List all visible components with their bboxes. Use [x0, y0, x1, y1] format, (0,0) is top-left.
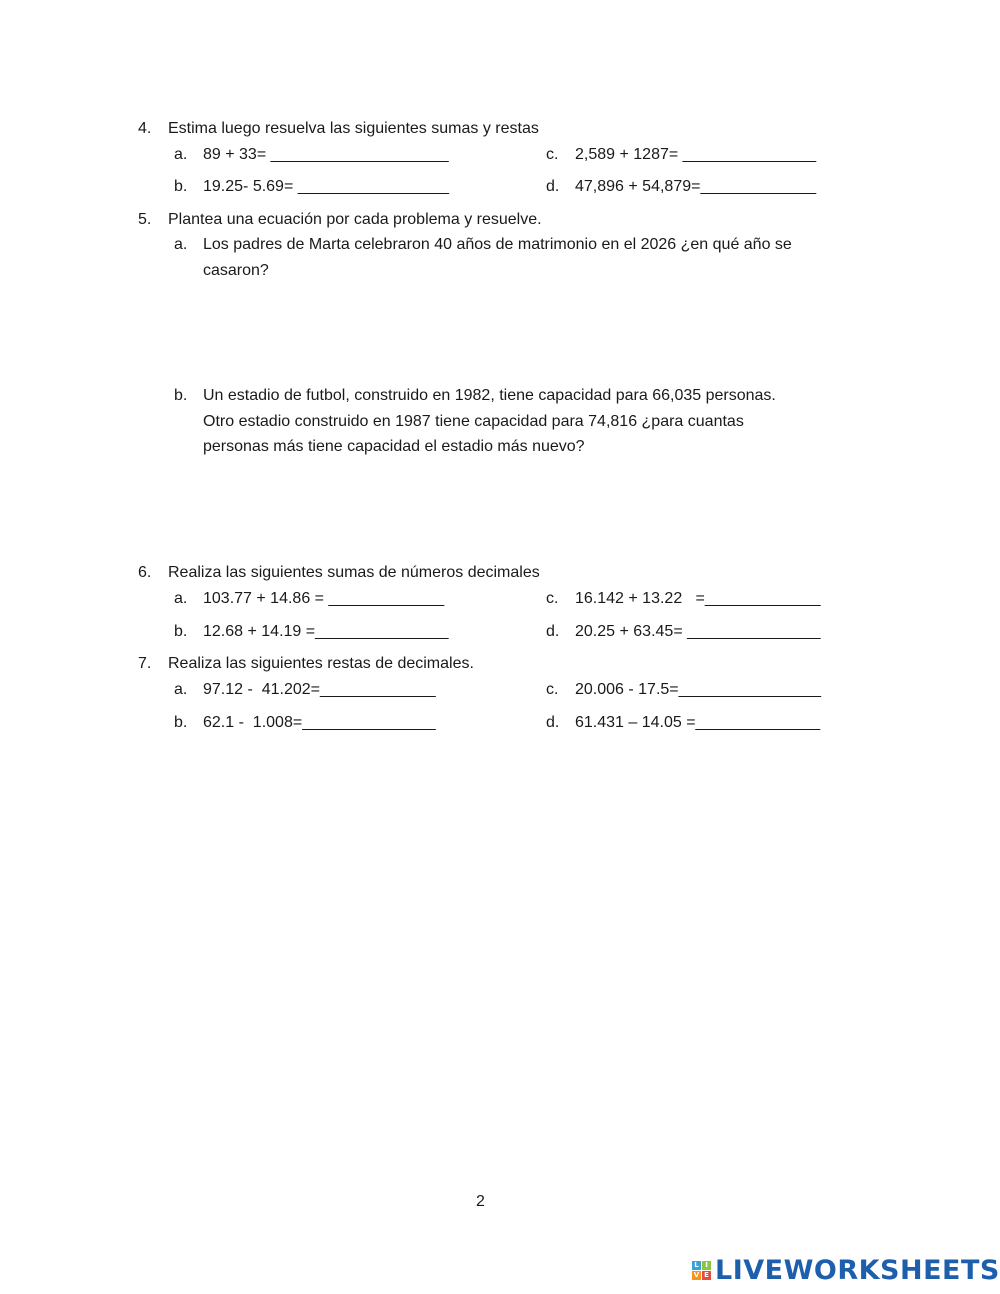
question-5-number: 5. [138, 211, 152, 228]
q5-item-a-line-2: casaron? [203, 262, 269, 279]
q6-item-a-exercise[interactable]: 103.77 + 14.86 = _____________ [203, 590, 445, 607]
logo-mark-tile: I [702, 1261, 711, 1270]
q5-item-b-line-2: Otro estadio construido en 1987 tiene capacidad para 74,816 ¿para cuantas [203, 413, 744, 430]
liveworksheets-logo [692, 1255, 1000, 1285]
logo-mark-icon [692, 1261, 711, 1280]
q6-item-b-exercise[interactable]: 12.68 + 14.19 =_______________ [203, 623, 449, 640]
question-6-number: 6. [138, 564, 152, 581]
q7-item-c-exercise[interactable]: 20.006 - 17.5=________________ [575, 681, 822, 698]
logo-mark-tile: L [692, 1261, 701, 1270]
q6-item-c-exercise[interactable]: 16.142 + 13.22 =_____________ [575, 590, 821, 607]
q4-item-c-exercise[interactable]: 2,589 + 1287= _______________ [575, 146, 817, 163]
question-7-prompt: Realiza las siguientes restas de decimales. [168, 655, 474, 672]
question-6-prompt: Realiza las siguientes sumas de números decimales [168, 564, 540, 581]
q7-item-b-exercise[interactable]: 62.1 - 1.008=_______________ [203, 714, 436, 731]
q5-item-b-letter: b. [174, 387, 188, 404]
logo-text: LIVEWORKSHEETS [715, 1254, 1000, 1286]
q4-item-d-letter: d. [546, 178, 560, 195]
q7-item-d-exercise[interactable]: 61.431 – 14.05 =______________ [575, 714, 821, 731]
q6-item-d-letter: d. [546, 623, 560, 640]
q4-item-a-exercise[interactable]: 89 + 33= ____________________ [203, 146, 449, 163]
q7-item-d-letter: d. [546, 714, 560, 731]
q5-item-a-letter: a. [174, 236, 188, 253]
q7-item-b-letter: b. [174, 714, 188, 731]
q6-item-b-letter: b. [174, 623, 188, 640]
q5-item-b-line-1: Un estadio de futbol, construido en 1982, tiene capacidad para 66,035 personas. [203, 387, 776, 404]
q4-item-d-exercise[interactable]: 47,896 + 54,879=_____________ [575, 178, 817, 195]
q4-item-a-letter: a. [174, 146, 188, 163]
question-7-number: 7. [138, 655, 152, 672]
q5-item-b-line-3: personas más tiene capacidad el estadio más nuevo? [203, 438, 585, 455]
q4-item-b-letter: b. [174, 178, 188, 195]
q6-item-d-exercise[interactable]: 20.25 + 63.45= _______________ [575, 623, 821, 640]
logo-mark-tile: E [702, 1271, 711, 1280]
q7-item-a-exercise[interactable]: 97.12 - 41.202=_____________ [203, 681, 436, 698]
q4-item-c-letter: c. [546, 146, 559, 163]
q7-item-c-letter: c. [546, 681, 559, 698]
q7-item-a-letter: a. [174, 681, 188, 698]
question-4-prompt: Estima luego resuelva las siguientes sumas y restas [168, 120, 539, 137]
question-4-number: 4. [138, 120, 152, 137]
logo-mark-tile: V [693, 1270, 700, 1279]
q5-item-a-line-1: Los padres de Marta celebraron 40 años de matrimonio en el 2026 ¿en qué año se [203, 236, 792, 253]
page-number: 2 [476, 1193, 485, 1210]
q6-item-a-letter: a. [174, 590, 188, 607]
q4-item-b-exercise[interactable]: 19.25- 5.69= _________________ [203, 178, 450, 195]
q6-item-c-letter: c. [546, 590, 559, 607]
question-5-prompt: Plantea una ecuación por cada problema y resuelve. [168, 211, 542, 228]
